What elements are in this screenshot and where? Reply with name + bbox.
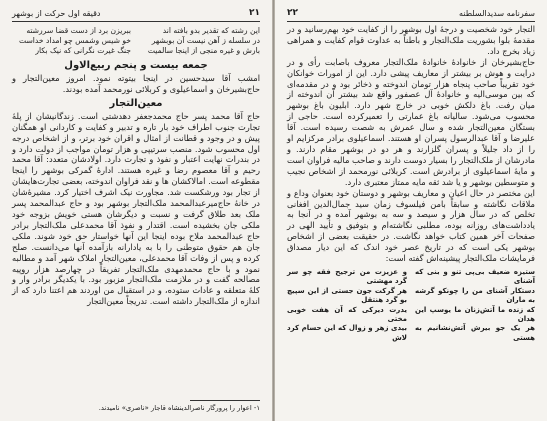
quote-line: بیدی زهر و زوال که این حسام کرد لاش <box>287 324 407 342</box>
verse-line: خو شیس وشمس چو امداد خداست <box>18 36 131 45</box>
quote-line: ستیزه ضعیف بی‌پی تنو و بنی که آشنای <box>415 267 535 286</box>
quote-column-right <box>415 268 535 343</box>
left-page-header <box>12 6 260 20</box>
quote-line: که زنده ما آتش‌زنان ما یوسپ این هدان <box>415 305 535 323</box>
footnote <box>12 400 260 413</box>
page-number: ۲۲ <box>287 8 298 18</box>
verse-line: این رشته که تقدیر بدو بافته اند <box>162 26 260 35</box>
header-rule <box>287 21 535 22</box>
date-heading: جمعه بیست و پنجم ربیع‌الاول <box>64 60 208 71</box>
paragraph: التجار خود شخصیت و درجهٔ اول بوشهر را از کفایت خود بهم‌رسانید و در مقدمهٔ بلوا بشوریت ملک‌التجار و باطناً به عداوت قوام کفایت و همراهی زیاد بخرج داد. <box>287 24 535 56</box>
quoted-verse <box>287 268 535 343</box>
verse-line: بارش و غیره منجی از اینجا سالمیت <box>147 46 260 55</box>
right-page-body <box>287 24 535 343</box>
quote-line: و عزیزت من ترجیح فقه چو سر گرد مهشتی <box>287 267 407 286</box>
quote-line: دستکار آشنای من را چونکو گرشه به ماران <box>415 286 535 305</box>
header-rule <box>12 21 260 22</box>
quote-line: هر گرکت جون جستی از این سپیچ بو گرد هنتقل <box>287 286 407 305</box>
quote-line: هر یک جو بیرش آتش‌نشانیم به هستی <box>415 324 535 342</box>
verse-line: در سلسله ز آهن نیست آن بوبشهر <box>151 36 260 45</box>
page-number: ۲۱ <box>249 8 260 18</box>
verse-column-left <box>12 26 131 56</box>
running-title: دقیقه اول حرکت از بوشهر <box>12 8 101 18</box>
paragraph: امشب آقا سیدحسین در اینجا بیتوته نمود. امروز معین‌التجار و حاج‌بشیرخان و اسماعیلوی و کربلائی نورمحمد آمده بودند. <box>12 73 260 94</box>
left-page <box>0 0 272 421</box>
footnote-text: ۱- اعوار را پرورگار ناصرالدینشاه قاجار «ناصری» نامیدند. <box>98 404 260 412</box>
footnote-rule <box>190 400 260 401</box>
verse-line: جنگ غیرت نگرانی که نیک بکار <box>35 46 131 55</box>
verse-column-right <box>141 26 260 56</box>
right-page <box>275 0 547 421</box>
paragraph: این مختصر در حال اعیان و معاریف بوشهر و دوستان خود بعنوان وداع و ملاقات نگاشته و سابقاً بامن فیلسوف زمان سید جمال‌الدین افغانی تخلص که در سال هزار و سیصد و سه به بوشهر آمده و در آنجا به یادداشت‌های روزانه بوده، مطلبی نگاشته‌ام و بتوفیق و تأیید الهی در صفحات آخر همین کتاب خواهد نگاشت. در حقیقت بعضی از اشخاص بوشهر یکی است که در تاریخ عصر خود اندک که این دیار مصداق فرمایشات ملک‌التجار پیشینه‌اش گفته است: <box>287 187 535 264</box>
verse-block <box>12 26 260 56</box>
paragraph: حاج‌بشیرخان از خانوادهٔ خانوادهٔ ملک‌التجار معروف باصابت رأی و در درایت و هوش بر بیشتر از معاریف پیشی دارد. این از امورات خوانکان خود تقریباً صاحب پنجاه هزار تومان اندوخته و ذخائر بود و در مقدمه‌ای که بین موسی‌الیه و خانوادهٔ آل عصفور واقع شد بیشتر آن اندوخته از میان رفت. باغ دلکش خوبی در خارج شهر دارد. ابلیون باغ بوشهر محسوب می‌شود. سالیانه باغ عمارتی را تعمیرکرده است. حاجی از بستگان معین‌التجار شده و سال عمرش به شصت رسیده است. آقا علیرضا و آقا عبدالرسول پسران او هستند. اسماعیلوی برادر مرکز‌ایم او را از داد جلیلاً و پسران گلزارند و هر دو در بوشهر مقام دارند. و مادرشان از ملک‌التجار را بسیار دوست دارند و صاحب مالیه فراوان است و مایهٔ اسماعیلوی از برادرش است. کربلائی نورمحمد از اشخاص نجیب و متوسطین بوشهر و یا شد ثقه مایه ممتاز معتبری دارد. <box>287 56 535 187</box>
quote-line: یدرت دیرکی که آن هفت خوبی مختی <box>287 305 407 323</box>
right-page-header <box>287 6 535 20</box>
left-page-body <box>12 24 260 307</box>
paragraph: حاج آقا محمد پسر حاج محمدجعفر دهدشتی است. زندگانیشان از پلهٔ تجارت جنوب اطراف خود بار تاره و تدبیر و کفایت و کاردانی او همگنان پیش و در وجود و قطانت از امثال و اقران خود برتر، و از اشخاص درجه اول محسوب شود. منصب سرتیپی و هزار تومان مواجب از دولت دارد و در بندرات نهایت اعتبار و نفوذ و تجارت دارد. اولادشان متعدد: آقا محمد رحیم و آقا معصوم رضا و غیره هستند. ادارهٔ گمرکی بوشهر را اینجا مقطوعه است. امالاکشان ها و نقد فراوان اندوخته، بعضی تجارت‌هایشان از تجار بود ورشکست شد. مجاورت نیک اشرف اختیار کرد. مشیرهٔ‌شان در خانهٔ حاج‌میرعبدالمحمد ملک‌التجار بوشهر بود و حاج عبدالمحمد پسر ملک بعد طلاق گرفت و نسبت و دیگرشان هستی خویش بزوجه خود ملکی جان بخشیده است. اقتدار و نفوذ آقا محمدعلی ملک‌التجار برادر حاج عبدالمحمد ملاح بوده اینجا این آنها خواستار حق خود شوند. ملکی جان هم حقوق متوطنی را با به یادارانه بازآمده آنها می‌دانست. صلح کرده و پس از وفات آقا محمدعلی، معین‌التجار املاک شهر آمد و مطالبه نمود و با حاج محمدمهدی ملک‌التجار تفریقاً در چهارصد هزار روپیه مصالحه گفت و در ملازمت ملک‌التجار مزبور بود. با یکدیگر برادر وار و کلهٔ متعلقه و عادات ستوده، و در استقبال من اوردند هم اعتنا دارد که از اندازه از ملک‌التجار داشته است. تدریجاً معین‌التجار <box>12 110 260 307</box>
quote-column-left <box>287 268 407 343</box>
section-heading: معین‌التجار <box>109 97 163 109</box>
running-title: سفرنامه سدیدالسلطنه <box>459 8 535 18</box>
verse-line: ببریزن برد از دست قضا سررشته <box>26 26 131 35</box>
